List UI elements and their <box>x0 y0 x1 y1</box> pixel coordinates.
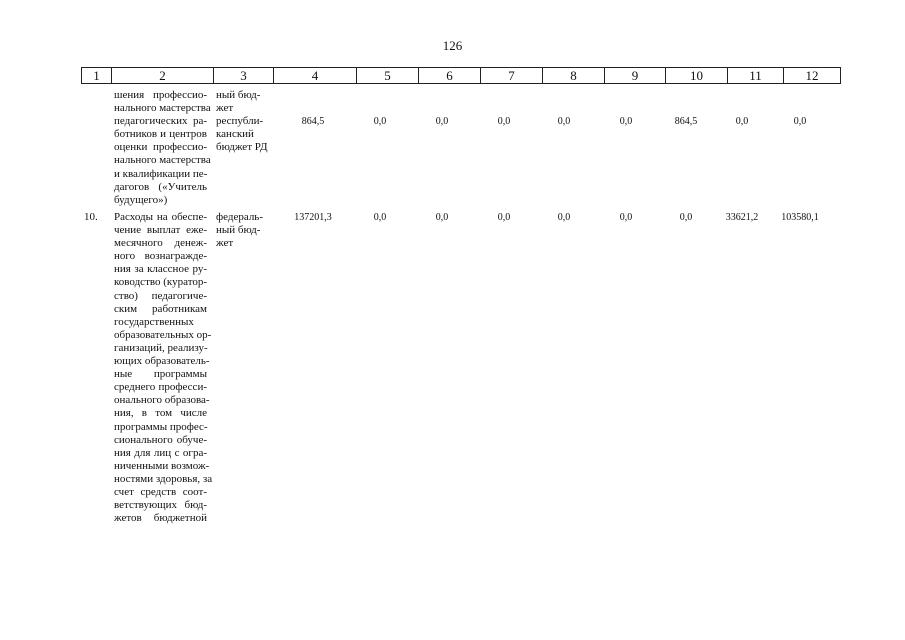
source-line: жет <box>216 237 234 250</box>
row-number: 10. <box>84 211 98 223</box>
description-line: сионального обуче- <box>114 433 207 446</box>
value-col-10: 864,5 <box>674 116 698 128</box>
description-line: чение выплат еже- <box>114 224 207 237</box>
description-line: жетов бюджетной <box>114 512 207 525</box>
source-line: ный бюд- <box>216 89 261 101</box>
value-col-9: 0,0 <box>619 212 633 223</box>
source-line: жет <box>216 102 234 115</box>
description-line: месячного денеж- <box>114 237 207 250</box>
description-line: программы профес- <box>114 420 208 433</box>
value-col-7: 0,0 <box>497 212 511 223</box>
description-line: ниченными возмож- <box>114 459 210 472</box>
source-line: республи- <box>216 115 264 128</box>
description-line: ветствующих бюд- <box>114 499 207 512</box>
description-line: счет средств соот- <box>114 485 207 498</box>
header-col-8: 8 <box>543 68 605 84</box>
description-line: государственных <box>114 315 194 328</box>
description-line: дагогов («Учитель <box>114 180 207 193</box>
value-col-8: 0,0 <box>557 212 571 223</box>
description-line: ботников и центров <box>114 128 207 141</box>
header-col-5: 5 <box>357 68 419 84</box>
description-line: педагогических ра- <box>114 115 207 128</box>
header-col-12: 12 <box>784 68 841 84</box>
header-col-6: 6 <box>419 68 481 84</box>
description-line: образовательных ор- <box>114 328 212 341</box>
value-col-11: 0,0 <box>735 116 749 128</box>
description-line: ганизаций, реализу- <box>114 341 208 354</box>
value-col-6: 0,0 <box>435 116 449 128</box>
description-line: нального мастерства <box>114 102 211 115</box>
header-col-7: 7 <box>481 68 543 84</box>
row-description <box>114 211 213 525</box>
row-funding-source <box>216 211 274 250</box>
value-col-8: 0,0 <box>557 116 571 128</box>
description-line: ния для лиц с огра- <box>114 446 207 459</box>
header-col-1: 1 <box>82 68 112 84</box>
description-line: Расходы на обеспе- <box>114 211 207 223</box>
description-line: среднего професси- <box>114 381 207 394</box>
description-line: будущего») <box>114 193 168 206</box>
value-col-10: 0,0 <box>679 212 693 223</box>
value-col-7: 0,0 <box>497 116 511 128</box>
row-description <box>114 89 211 207</box>
page-number: 126 <box>442 38 463 53</box>
source-line: ный бюд- <box>216 224 261 237</box>
value-col-6: 0,0 <box>435 212 449 223</box>
value-col-5: 0,0 <box>373 116 387 128</box>
description-line: и квалификации пе- <box>114 167 208 180</box>
description-line: ским работникам <box>114 302 207 315</box>
value-col-9: 0,0 <box>619 116 633 128</box>
header-col-4: 4 <box>274 68 357 84</box>
description-line: ющих образователь- <box>114 355 210 368</box>
header-col-2: 2 <box>112 68 214 84</box>
value-col-12: 103580,1 <box>781 212 819 223</box>
description-line: ния за классное ру- <box>114 263 207 276</box>
value-col-4: 137201,3 <box>294 212 332 223</box>
value-col-11: 33621,2 <box>725 212 759 223</box>
description-line: оценки профессио- <box>114 141 207 154</box>
source-line: канский <box>216 128 254 141</box>
description-line: ния, в том числе <box>114 407 207 420</box>
description-line: ного вознагражде- <box>114 250 207 263</box>
header-col-11: 11 <box>728 68 784 84</box>
header-col-9: 9 <box>605 68 666 84</box>
header-col-3: 3 <box>214 68 274 84</box>
column-number-header <box>81 67 841 84</box>
source-line: бюджет РД <box>216 141 268 154</box>
row-funding-source <box>216 89 274 154</box>
description-line: нального мастерства <box>114 154 211 167</box>
header-col-10: 10 <box>666 68 728 84</box>
description-line: ностями здоровья, за <box>114 472 213 485</box>
description-line: ство) педагогиче- <box>114 289 207 302</box>
value-col-12: 0,0 <box>793 116 807 128</box>
description-line: шения профессио- <box>114 89 207 101</box>
description-line: ные программы <box>114 368 207 381</box>
value-col-5: 0,0 <box>373 212 387 223</box>
description-line: ководство (куратор- <box>114 276 208 289</box>
source-line: федераль- <box>216 211 263 223</box>
value-col-4: 864,5 <box>301 116 325 128</box>
description-line: онального образова- <box>114 394 210 407</box>
